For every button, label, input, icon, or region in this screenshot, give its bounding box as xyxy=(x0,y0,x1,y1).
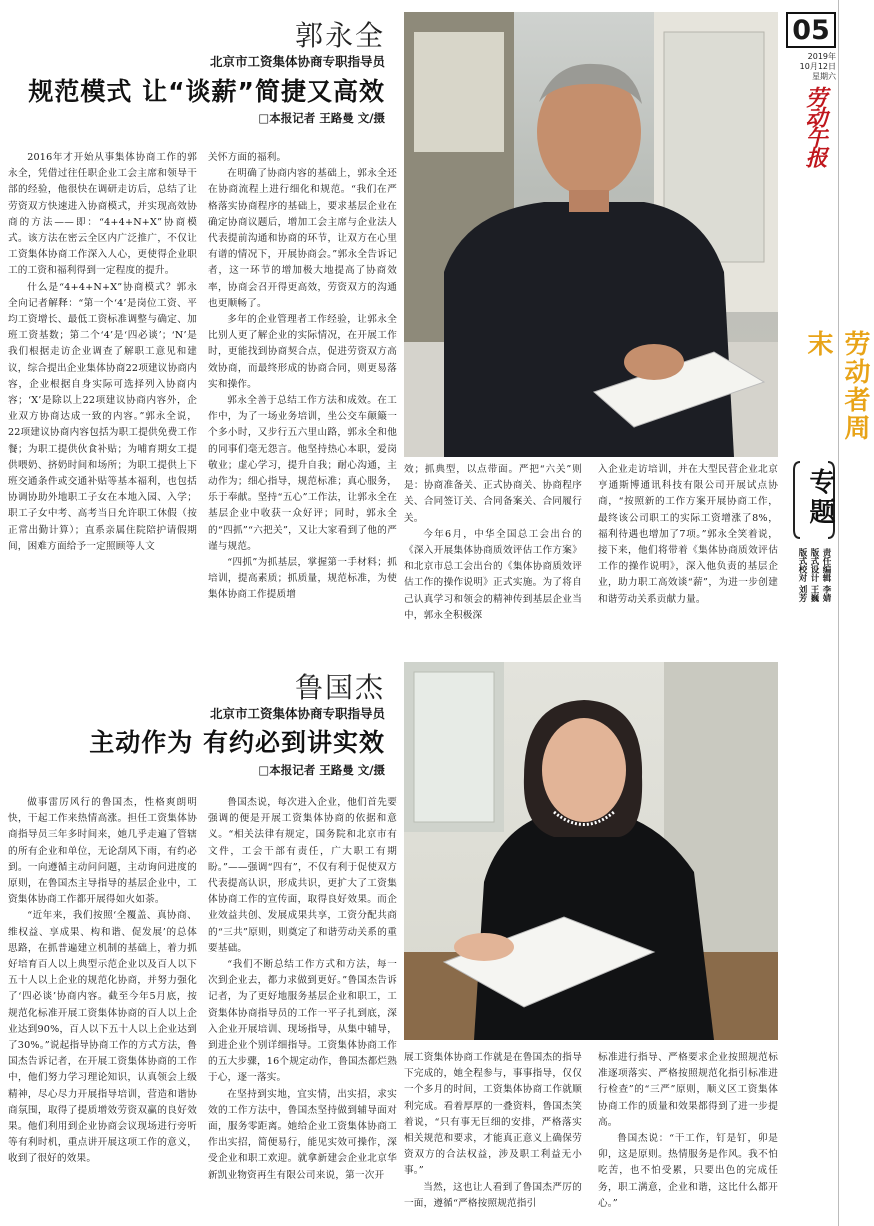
article2-paragraph: “我们不断总结工作方式和方法，每一次到企业去，都力求做到更好。”鲁国杰告诉记者，为了更好地服务基层企业和职工，工资集体协商指导员的工作一平子扎到底，深入企业开展培训、现场指导，从集中辅导，到进企业个别详细指导。工资集体协商工作的五大步骤，16个规定动作，鲁国杰都烂熟于心，逐一落实。 xyxy=(208,959,397,1084)
article2-person-name: 鲁国杰 xyxy=(294,671,385,704)
article1-paragraph: 今年6月，中华全国总工会出台的《深入开展集体协商质效评估工作方案》和北京市总工会出台的《集体协商质效评估工作的操作说明》正式实施。为了将自己认真学习和领会的精神传到基层企业当中，郭永全积极深 xyxy=(404,528,582,621)
credit-editor: 责任编辑 李婧 xyxy=(821,548,831,602)
article2-paragraph: 鲁国杰说：“干工作，钉是钉，卯是卯，这是原则。热情服务是作风。我不怕吃苦，也不怕受累，只要出色的完成任务，职工满意，企业和谐，这比什么都开心。” xyxy=(598,1133,778,1209)
issue-date: 10月12日 xyxy=(799,62,836,71)
article2-paragraph: 在坚持到实地，宜实情，出实招，求实效的工作方法中，鲁国杰坚持做到辅导面对面，服务零距离。她给企业工资集体协商工作出实招，简便易行，能见实效可操作，深受企业和职工欢迎。就拿新建会企业北京华新凯业物资再生有限公司来说，第一次开 xyxy=(208,1088,397,1181)
page-number: 05 xyxy=(786,12,836,48)
article1-photo xyxy=(404,12,778,457)
credit-designer: 版式设计 王巍 xyxy=(809,548,819,602)
article1-paragraph: 2016年才开始从事集体协商工作的郭永全，凭借过往任职企业工会主席和领导干部的经验，他很快在调研走访后，总结了让劳资双方快速进入协商模式，并实现高效协商的方法——即：“4+4+N+X”协商模式。该方法在密云全区内广泛推广，不仅让工资集体协商工作深入人心，更使得企业职工的工资和福利得到一定程度的提升。 xyxy=(8,152,197,277)
article1-headline: 规范模式 让“谈薪”简捷又高效 xyxy=(28,77,385,106)
article1-paragraph: 效；抓典型，以点带面。严把“六关”则是：协商准备关、正式协商关、协商程序关、合同签订关、合同备案关、合同履行关。 xyxy=(404,464,582,524)
article2-paragraph: 做事雷厉风行的鲁国杰，性格爽朗明快，干起工作来热情高涨。担任工资集体协商指导员三年多时间来，她几乎走遍了管辖的所有企业和单位，无论刮风下雨，有约必到。一向遵循主动问问题，主动询问进度的原则，在鲁国杰主导指导的基层企业中，工资集体协商工作都开展得如火如荼。 xyxy=(8,797,197,906)
article2-role: 北京市工资集体协商专职指导员 xyxy=(209,706,385,721)
article1-column-4 xyxy=(598,462,778,622)
article1-paragraph: 郭永全善于总结工作方法和成效。在工作中，为了一场业务培训，坐公交车颠簸一个多小时，又步行五六里山路，郭永全和他的同事们毫无怨言。他坚持热心本职，爱岗敬业；虚心学习，提升自我；耐心沟通，主动作为；细心指导，规范标准；真心服务，乐于奉献。坚持“五心”工作法，让郭永全在基层企业中收获一众好评；同时，郭永全的“四抓”“六把关”，又让大家看到了他的严谨与规范。 xyxy=(208,395,397,552)
article2-paragraph: 当然，这也让人看到了鲁国杰严厉的一面，遵循“严格按照规范指引 xyxy=(404,1181,582,1209)
credit-proofreader: 版式校对 刘芳 xyxy=(797,548,807,602)
article2-paragraph: 标准进行指导、严格要求企业按照规范标准逐项落实、严格按照规范化指引标准进行检查”的“三严”原则，顺义区工资集体协商工作的质量和效果都得到了进一步提高。 xyxy=(598,1052,778,1128)
article1-person-name: 郭永全 xyxy=(294,19,385,52)
article1-paragraph: 什么是“4+4+N+X”协商模式？郭永全向记者解释：“第一个‘4’是岗位工资、平均工资增长、最低工资标准调整与确定、加班工资基数；第二个‘4’是‘四必谈’；‘N’是我们根据走访企业调查了解职工意见和建议，综合提出企业集体协商22项建议协商内容，企业根据自身实际可选择列入协商内容；‘X’是除以上22项建议协商内容外，企业双方协商达成一致的内容。”郭永全说，22项建议协商内容包括为职工提供免费工作餐；为职工提供伙食补贴；为哺育期女工提供喂奶、挤奶时间和场所；为职工提供上下班交通条件或交通补贴等基本福利，也包括协调协助外地职工子女在本地入园、入学；职工子女中考、高考当日允许职工休假（按正常出勤计算）；直系亲属住院陪护请假期间，困难方面给予一定照顾等人文 xyxy=(8,281,197,552)
article1-paragraph: 在明确了协商内容的基础上，郭永全还在协商流程上进行细化和规范。“我们在严格落实协商程序的基础上，要求基层企业在确定协商议题后，增加工会主席与企业法人代表提前沟通和协商的环节，让双方在心里有谱的情况下，开展协商会。”郭永全告诉记者，这一环节的增加极大地提高了协商效率，协商会召开得更高效，劳资双方的沟通也更顺畅了。 xyxy=(208,168,397,309)
article1-byline: □本报记者 王路曼 文/摄 xyxy=(258,111,385,125)
article2-column-1 xyxy=(8,795,197,1220)
article2-paragraph: 鲁国杰说，每次进入企业，他们首先要强调的便是开展工资集体协商的依据和意义。“相关法律有规定，国务院和北京市有文件，工会干部有责任，广大职工有期盼。”——强调“四有”，不仅有利于促使双方代表提高认识，形成共识，更扩大了工资集体协商工作的宣传面，取得良好效果。而企业效益共创、发展成果共享，工资分配共商的“三共”原则，则奠定了和谐劳动关系的重要基础。 xyxy=(208,797,397,954)
article1-paragraph: 多年的企业管理者工作经验，让郭永全比别人更了解企业的实际情况，在开展工作时，更能找到协商契合点，促进劳资双方高效协商，而最终形成的协商合同，则更易落实和操作。 xyxy=(208,314,397,390)
issue-date-year: 2019年 xyxy=(807,52,836,61)
section-label: 劳动者周末 xyxy=(803,330,870,442)
article2-photo xyxy=(404,662,778,1040)
topic-label: 专题 xyxy=(805,468,835,528)
article2-paragraph: “近年来，我们按照‘全覆盖、真协商、维权益、享成果、构和谐、促发展’的总体思路，在抓普遍建立机制的基础上，着力抓好培育百人以上典型示范企业以及百人以下五十人以上企业的规范化协商，并努力强化了‘四必谈’协商内容。截至今年5月底，按规范化标准开展工资集体协商的百人以上企业达到90%，百人以下五十人以上企业达到了30%。”说起指导协商工作的方式方法，鲁国杰告诉记者，在开展工资集体协商的工作中，他们努力学习理论知识，认真领会上级精神，尽心尽力开展指导培训，营造和谐协商氛围，取得了提质增效劳资双赢的良好效果。他们利用到企业协商会议现场进行旁听等有利时机，重点讲开展这项工作的意义，收到了很好的效果。 xyxy=(8,910,197,1165)
article1-column-1 xyxy=(8,150,197,620)
article1-paragraph: “四抓”为抓基层，掌握第一手材料；抓培训，提高素质；抓质量，规范标准，为使集体协商工作提质增 xyxy=(208,557,397,601)
newspaper-logo: 劳动午报 xyxy=(802,86,828,166)
article1-role: 北京市工资集体协商专职指导员 xyxy=(209,54,385,69)
article2-column-3 xyxy=(404,1050,582,1222)
article1-column-2 xyxy=(208,150,397,620)
article2-byline: □本报记者 王路曼 文/摄 xyxy=(258,763,385,777)
article1-column-3 xyxy=(404,462,582,622)
article1-paragraph: 关怀方面的福利。 xyxy=(208,152,287,163)
issue-weekday: 星期六 xyxy=(812,72,836,81)
article2-paragraph: 展工资集体协商工作就是在鲁国杰的指导下完成的，她全程参与，事事指导，仅仅一个多月的时间，工资集体协商工作就顺利完成。看着厚厚的一叠资料，鲁国杰笑着说，“只有事无巨细的安排，严格落实相关规范和要求，才能真正意义上确保劳资双方的合法权益，涉及职工利益无小事。” xyxy=(404,1052,582,1177)
rail-divider xyxy=(838,0,839,1226)
article2-headline: 主动作为 有约必到讲实效 xyxy=(89,728,385,757)
article2-column-4 xyxy=(598,1050,778,1222)
article2-column-2 xyxy=(208,795,397,1220)
article1-paragraph: 入企业走访培训，并在大型民营企业北京亨通斯博通讯科技有限公司开展试点协商，“按照新的工作方案开展协商工作，最终该公司职工的实际工资增涨了8%，福利待遇也增加了7项。”郭永全笑着说，接下来，他们将带着《集体协商质效评估工作的操作说明》，深入他负责的基层企业，助力职工高效谈“薪”，为进一步创建和谐劳动关系贡献力量。 xyxy=(598,464,778,605)
